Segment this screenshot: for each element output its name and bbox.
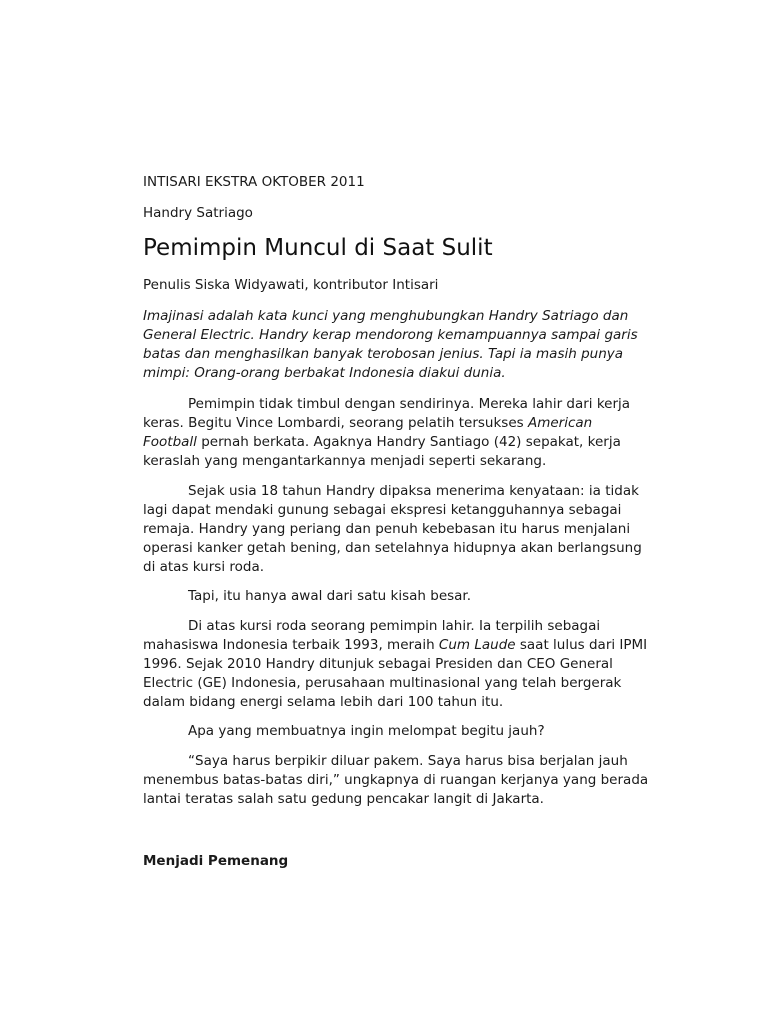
lead-line: batas dan menghasilkan banyak terobosan jenius. Tapi ia masih punya	[143, 346, 624, 362]
paragraph-line: Electric (GE) Indonesia, perusahaan multinasional yang telah bergerak	[143, 675, 622, 691]
article-title: Pemimpin Muncul di Saat Sulit	[143, 235, 493, 261]
text-run: mahasiswa Indonesia terbaik 1993, meraih	[143, 637, 439, 653]
paragraph-line	[143, 414, 673, 433]
paragraph-4	[143, 617, 673, 712]
lead-line: Imajinasi adalah kata kunci yang menghubungkan Handry Satriago dan	[143, 308, 629, 324]
lead-line: General Electric. Handry kerap mendorong kemampuannya sampai garis	[143, 327, 638, 343]
publication-line: INTISARI EKSTRA OKTOBER 2011	[143, 174, 365, 190]
paragraph-1	[143, 395, 673, 471]
lead-paragraph	[143, 307, 673, 383]
paragraph-line: Di atas kursi roda seorang pemimpin lahir. Ia terpilih sebagai	[188, 618, 601, 634]
paragraph-line: remaja. Handry yang periang dan penuh kebebasan itu harus menjalani	[143, 521, 631, 537]
subject-name: Handry Satriago	[143, 205, 253, 221]
byline: Penulis Siska Widyawati, kontributor Intisari	[143, 277, 439, 293]
paragraph-line: 1996. Sejak 2010 Handry ditunjuk sebagai Presiden dan CEO General	[143, 656, 613, 672]
section-heading: Menjadi Pemenang	[143, 853, 289, 869]
paragraph-line: lagi dapat mendaki gunung sebagai ekspresi ketangguhannya sebagai	[143, 502, 622, 518]
paragraph-5	[143, 722, 673, 741]
paragraph-3	[143, 587, 673, 606]
paragraph-line: keraslah yang mengantarkannya menjadi seperti sekarang.	[143, 453, 547, 469]
document-page	[143, 0, 673, 1024]
paragraph-line: Pemimpin tidak timbul dengan sendirinya. Mereka lahir dari kerja	[188, 396, 631, 412]
paragraph-2	[143, 482, 673, 577]
text-run: pernah berkata. Agaknya Handry Santiago (42) sepakat, kerja	[196, 434, 621, 450]
paragraph-line	[143, 433, 673, 452]
paragraph-6	[143, 752, 673, 809]
paragraph-line: Sejak usia 18 tahun Handry dipaksa menerima kenyataan: ia tidak	[188, 483, 639, 499]
lead-line: mimpi: Orang-orang berbakat Indonesia diakui dunia.	[143, 365, 506, 381]
italic-term: Football	[143, 434, 197, 450]
paragraph-line	[143, 636, 673, 655]
paragraph-line: lantai teratas salah satu gedung pencakar langit di Jakarta.	[143, 791, 544, 807]
italic-term: Cum Laude	[438, 637, 516, 653]
paragraph-line: di atas kursi roda.	[143, 559, 265, 575]
paragraph-line: Tapi, itu hanya awal dari satu kisah besar.	[188, 588, 472, 604]
paragraph-line: Apa yang membuatnya ingin melompat begitu jauh?	[188, 723, 545, 739]
paragraph-line: operasi kanker getah bening, dan setelahnya hidupnya akan berlangsung	[143, 540, 642, 556]
paragraph-line: “Saya harus berpikir diluar pakem. Saya harus bisa berjalan jauh	[188, 753, 628, 769]
text-run: keras. Begitu Vince Lombardi, seorang pelatih tersukses	[143, 415, 528, 431]
paragraph-line: dalam bidang energi selama lebih dari 100 tahun itu.	[143, 694, 504, 710]
text-run: saat lulus dari IPMI	[515, 637, 648, 653]
italic-term: American	[527, 415, 593, 431]
paragraph-line: menembus batas-batas diri,” ungkapnya di ruangan kerjanya yang berada	[143, 772, 649, 788]
